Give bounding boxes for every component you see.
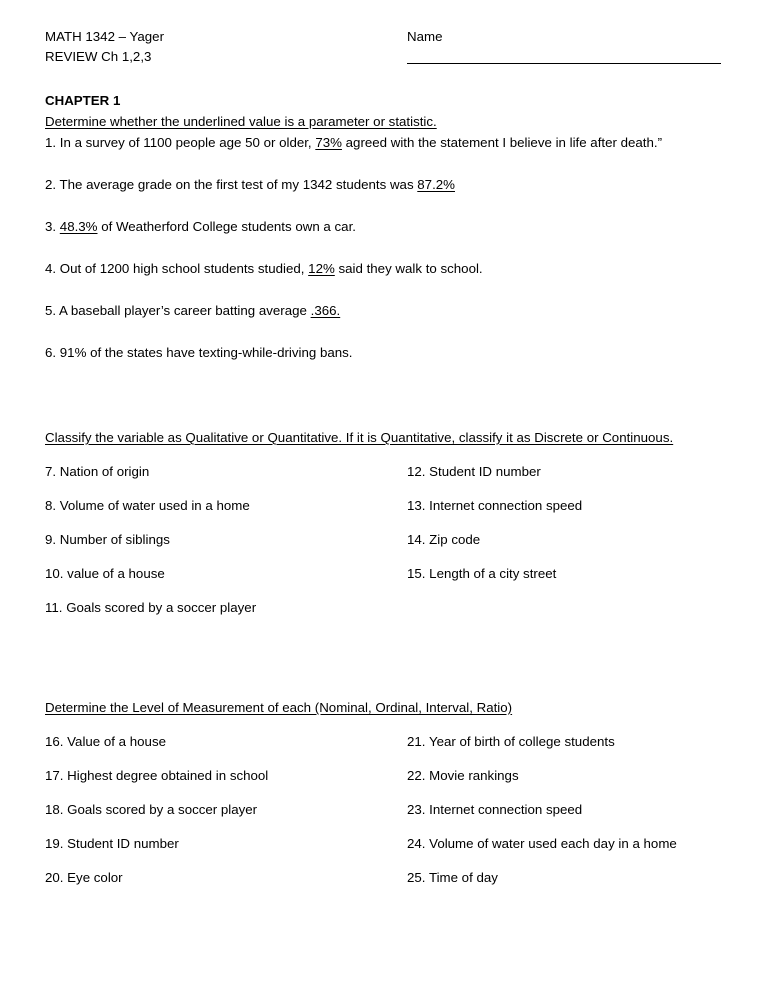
question-19: 19. Student ID number	[45, 836, 179, 851]
question-7: 7. Nation of origin	[45, 464, 150, 479]
question-text: agreed with the statement I believe in life after death.”	[341, 135, 663, 150]
review-title: REVIEW Ch 1,2,3	[45, 49, 152, 64]
question-16: 16. Value of a house	[45, 734, 166, 749]
question-24: 24. Volume of water used each day in a home	[407, 836, 677, 851]
course-title: MATH 1342 – Yager	[45, 29, 164, 44]
question-1	[45, 135, 662, 150]
question-text: 5. A baseball player’s career batting average	[45, 303, 311, 318]
question-8: 8. Volume of water used in a home	[45, 498, 250, 513]
question-3	[45, 219, 356, 234]
question-21: 21. Year of birth of college students	[407, 734, 615, 749]
question-9: 9. Number of siblings	[45, 532, 170, 547]
question-22: 22. Movie rankings	[407, 768, 519, 783]
underlined-value: 73%	[315, 135, 342, 150]
name-label: Name	[407, 29, 443, 44]
question-15: 15. Length of a city street	[407, 566, 557, 581]
name-blank-line[interactable]	[407, 63, 721, 64]
question-text: 2. The average grade on the first test of my 1342 students was	[45, 177, 418, 192]
question-2	[45, 177, 455, 192]
question-10: 10. value of a house	[45, 566, 165, 581]
question-25: 25. Time of day	[407, 870, 498, 885]
question-12: 12. Student ID number	[407, 464, 541, 479]
question-text: said they walk to school.	[334, 261, 483, 276]
underlined-value: 48.3%	[59, 219, 98, 234]
question-6: 6. 91% of the states have texting-while-driving bans.	[45, 345, 353, 360]
question-text: 3.	[45, 219, 60, 234]
section1-instruction: Determine whether the underlined value is a parameter or statistic.	[45, 114, 437, 129]
question-11: 11. Goals scored by a soccer player	[45, 600, 257, 615]
question-text: 4. Out of 1200 high school students studied,	[45, 261, 309, 276]
question-5	[45, 303, 340, 318]
question-13: 13. Internet connection speed	[407, 498, 583, 513]
question-14: 14. Zip code	[407, 532, 481, 547]
question-20: 20. Eye color	[45, 870, 123, 885]
underlined-value: 12%	[308, 261, 335, 276]
question-text: of Weatherford College students own a car.	[97, 219, 356, 234]
question-4	[45, 261, 483, 276]
question-text: 1. In a survey of 1100 people age 50 or older,	[45, 135, 316, 150]
question-18: 18. Goals scored by a soccer player	[45, 802, 258, 817]
section3-instruction: Determine the Level of Measurement of each (Nominal, Ordinal, Interval, Ratio)	[45, 700, 513, 715]
section2-instruction: Classify the variable as Qualitative or Quantitative. If it is Quantitative, classify it as Discrete or Continuous.	[45, 430, 674, 445]
question-17: 17. Highest degree obtained in school	[45, 768, 269, 783]
underlined-value: .366.	[310, 303, 341, 318]
underlined-value: 87.2%	[417, 177, 455, 192]
chapter-heading: CHAPTER 1	[45, 93, 121, 108]
question-23: 23. Internet connection speed	[407, 802, 583, 817]
